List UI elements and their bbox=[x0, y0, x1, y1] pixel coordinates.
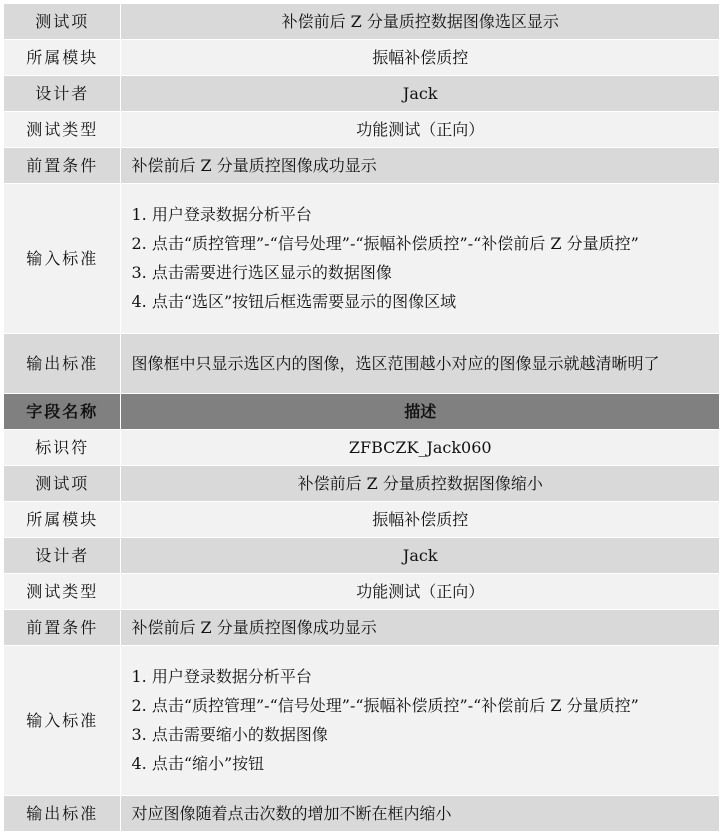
input-criteria-label: 输入标准 bbox=[4, 646, 121, 796]
designer-value: Jack bbox=[121, 76, 720, 112]
row-test-item bbox=[4, 4, 720, 40]
input-step: 3. 点击需要进行选区显示的数据图像 bbox=[131, 263, 392, 282]
test-type-value: 功能测试（正向） bbox=[121, 574, 720, 610]
row-output-criteria bbox=[4, 334, 720, 394]
output-criteria-value: 对应图像随着点击次数的增加不断在框内缩小 bbox=[121, 796, 720, 832]
description-header: 描述 bbox=[121, 394, 720, 430]
row-test-item bbox=[4, 466, 720, 502]
precondition-value: 补偿前后 Z 分量质控图像成功显示 bbox=[121, 148, 720, 184]
row-module bbox=[4, 40, 720, 76]
output-criteria-value: 图像框中只显示选区内的图像，选区范围越小对应的图像显示就越清晰明了 bbox=[121, 334, 720, 394]
row-identifier bbox=[4, 430, 720, 466]
test-case-document bbox=[3, 3, 720, 832]
row-module bbox=[4, 502, 720, 538]
row-header bbox=[4, 394, 720, 430]
designer-label: 设计者 bbox=[4, 76, 121, 112]
test-item-label: 测试项 bbox=[4, 466, 121, 502]
identifier-value: ZFBCZK_Jack060 bbox=[121, 430, 720, 466]
output-criteria-label: 输出标准 bbox=[4, 334, 121, 394]
precondition-label: 前置条件 bbox=[4, 148, 121, 184]
module-label: 所属模块 bbox=[4, 502, 121, 538]
input-criteria-steps bbox=[121, 184, 720, 334]
test-type-label: 测试类型 bbox=[4, 574, 121, 610]
input-step: 3. 点击需要缩小的数据图像 bbox=[131, 725, 328, 744]
module-label: 所属模块 bbox=[4, 40, 121, 76]
module-value: 振幅补偿质控 bbox=[121, 40, 720, 76]
precondition-value: 补偿前后 Z 分量质控图像成功显示 bbox=[121, 610, 720, 646]
precondition-label: 前置条件 bbox=[4, 610, 121, 646]
input-step: 4. 点击“缩小”按钮 bbox=[131, 754, 265, 773]
row-output-criteria bbox=[4, 796, 720, 832]
row-test-type bbox=[4, 112, 720, 148]
input-step: 1. 用户登录数据分析平台 bbox=[131, 205, 312, 224]
test-item-value: 补偿前后 Z 分量质控数据图像选区显示 bbox=[121, 4, 720, 40]
row-input-criteria bbox=[4, 646, 720, 796]
input-step: 4. 点击“选区”按钮后框选需要显示的图像区域 bbox=[131, 292, 457, 311]
designer-label: 设计者 bbox=[4, 538, 121, 574]
test-type-label: 测试类型 bbox=[4, 112, 121, 148]
input-criteria-label: 输入标准 bbox=[4, 184, 121, 334]
designer-value: Jack bbox=[121, 538, 720, 574]
module-value: 振幅补偿质控 bbox=[121, 502, 720, 538]
test-item-value: 补偿前后 Z 分量质控数据图像缩小 bbox=[121, 466, 720, 502]
test-case-table bbox=[3, 3, 720, 832]
row-designer bbox=[4, 538, 720, 574]
input-step: 1. 用户登录数据分析平台 bbox=[131, 667, 312, 686]
field-name-header: 字段名称 bbox=[4, 394, 121, 430]
test-item-label: 测试项 bbox=[4, 4, 121, 40]
row-designer bbox=[4, 76, 720, 112]
identifier-label: 标识符 bbox=[4, 430, 121, 466]
row-test-type bbox=[4, 574, 720, 610]
input-criteria-steps bbox=[121, 646, 720, 796]
test-type-value: 功能测试（正向） bbox=[121, 112, 720, 148]
row-input-criteria bbox=[4, 184, 720, 334]
output-criteria-label: 输出标准 bbox=[4, 796, 121, 832]
input-step: 2. 点击“质控管理”-“信号处理”-“振幅补偿质控”-“补偿前后 Z 分量质控” bbox=[131, 234, 639, 253]
input-step: 2. 点击“质控管理”-“信号处理”-“振幅补偿质控”-“补偿前后 Z 分量质控” bbox=[131, 696, 639, 715]
row-precondition bbox=[4, 148, 720, 184]
row-precondition bbox=[4, 610, 720, 646]
